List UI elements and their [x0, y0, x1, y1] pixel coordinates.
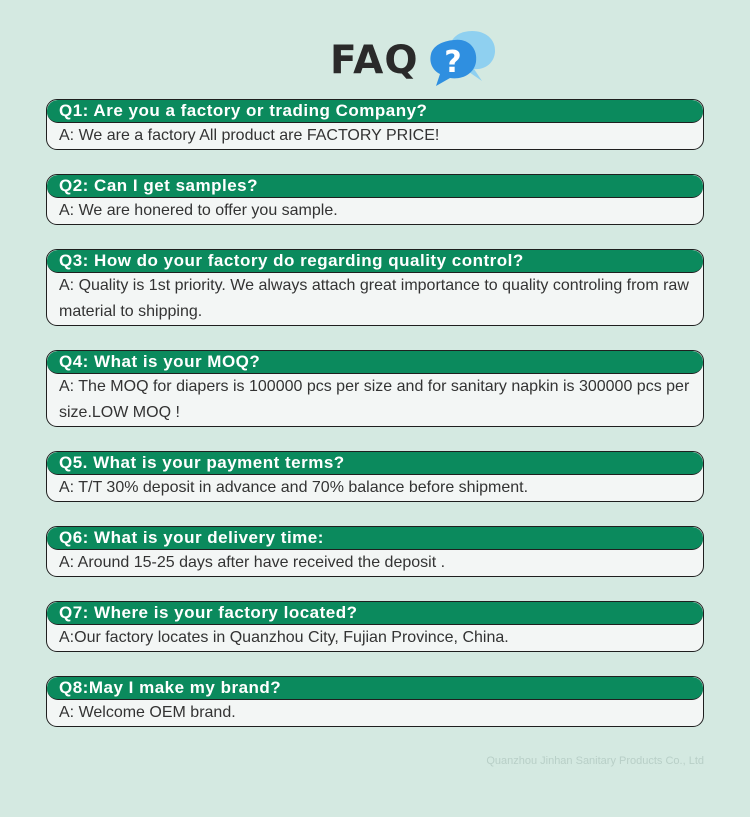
faq-item-1 [46, 99, 704, 150]
faq-item-6 [46, 526, 704, 577]
faq-question: Q5. What is your payment terms? [47, 452, 703, 475]
question-bubbles-icon [426, 26, 498, 90]
faq-question: Q1: Are you a factory or trading Company? [47, 100, 703, 123]
faq-answer: A: Welcome OEM brand. [59, 704, 236, 721]
question-mark: ? [444, 45, 462, 80]
company-watermark: Quanzhou Jinhan Sanitary Products Co., Ltd [486, 755, 704, 767]
faq-header [0, 26, 750, 96]
faq-answer: A:Our factory locates in Quanzhou City, Fujian Province, China. [59, 629, 509, 646]
faq-question: Q2: Can I get samples? [47, 175, 703, 198]
faq-item-2 [46, 174, 704, 225]
faq-item-7 [46, 601, 704, 652]
faq-question: Q4: What is your MOQ? [47, 351, 703, 374]
faq-item-8 [46, 676, 704, 727]
faq-question: Q7: Where is your factory located? [47, 602, 703, 625]
faq-list [46, 99, 704, 751]
faq-item-5 [46, 451, 704, 502]
faq-question: Q3: How do your factory do regarding quality control? [47, 250, 703, 273]
faq-question: Q8:May I make my brand? [47, 677, 703, 700]
faq-answer: A: We are honered to offer you sample. [59, 202, 338, 219]
faq-item-3 [46, 249, 704, 326]
faq-answer: A: Around 15-25 days after have received the deposit . [59, 554, 446, 571]
faq-answer: A: The MOQ for diapers is 100000 pcs per size and for sanitary napkin is 300000 pcs per size.LOW MOQ ! [59, 378, 690, 421]
faq-question: Q6: What is your delivery time: [47, 527, 703, 550]
faq-answer: A: We are a factory All product are FACTORY PRICE! [59, 127, 440, 144]
faq-answer: A: Quality is 1st priority. We always attach great importance to quality controling from raw material to shipping. [59, 277, 689, 320]
faq-answer: A: T/T 30% deposit in advance and 70% balance before shipment. [59, 479, 529, 496]
page-title: FAQ [330, 38, 419, 83]
faq-item-4 [46, 350, 704, 427]
